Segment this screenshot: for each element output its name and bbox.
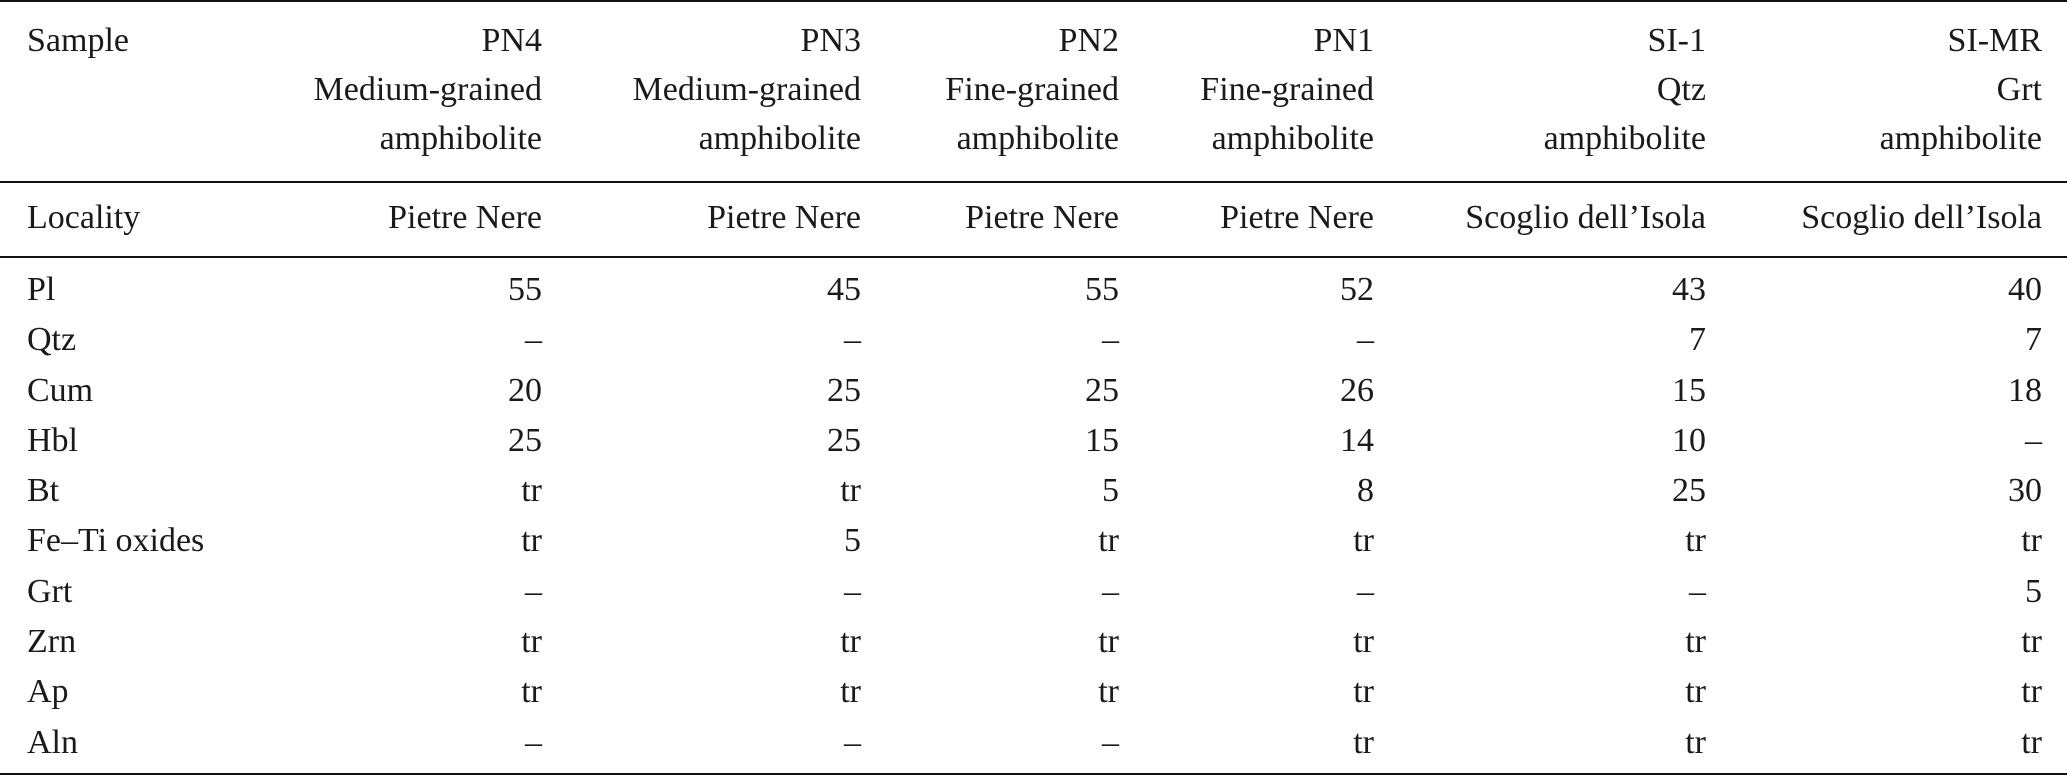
value-cell: tr [1685, 623, 1706, 661]
sample-id: SI-1 [1647, 22, 1706, 59]
value-cell: tr [1685, 522, 1706, 560]
value-cell: tr [521, 673, 542, 711]
table-row [0, 315, 2067, 365]
value-cell: – [878, 718, 1132, 774]
mineral-name: Ap [27, 673, 69, 711]
table-row [0, 257, 2067, 315]
value-cell: 14 [1340, 421, 1374, 459]
value-cell: – [560, 718, 878, 774]
mineral-name: Fe–Ti oxides [27, 522, 205, 560]
sample-id: PN3 [800, 22, 861, 59]
sample-header-pn2 [878, 1, 1132, 182]
locality-cell: Scoglio dell’Isola [1385, 182, 1723, 257]
value-cell: 5 [844, 522, 861, 560]
value-cell: 40 [2008, 271, 2042, 308]
sample-header-pn3 [560, 1, 878, 182]
value-cell: 25 [1085, 371, 1119, 409]
value-cell: 18 [2008, 371, 2042, 409]
value-cell: 10 [1672, 421, 1706, 459]
locality-cell: Scoglio dell’Isola [1723, 182, 2067, 257]
mineral-name: Zrn [27, 623, 77, 661]
value-cell: tr [1385, 718, 1723, 774]
value-cell: – [844, 321, 861, 359]
mineral-name: Hbl [27, 421, 78, 459]
value-cell: tr [1353, 522, 1374, 560]
value-cell: tr [2021, 522, 2042, 560]
sample-id: PN1 [1313, 22, 1374, 59]
sample-label [0, 1, 250, 182]
value-cell: 55 [508, 271, 542, 308]
sample-header-pn1 [1132, 1, 1385, 182]
locality-cell: Pietre Nere [1132, 182, 1385, 257]
value-cell: tr [1353, 623, 1374, 661]
value-cell: tr [840, 673, 861, 711]
value-cell: – [844, 572, 861, 610]
value-cell: 25 [508, 421, 542, 459]
value-cell: 7 [2025, 321, 2042, 359]
value-cell: 25 [827, 371, 861, 409]
sample-grain: Fine-grained [1200, 71, 1374, 108]
value-cell: tr [521, 623, 542, 661]
value-cell: tr [1723, 718, 2067, 774]
value-cell: tr [1132, 718, 1385, 774]
locality-cell: Pietre Nere [250, 182, 560, 257]
sample-rock: amphibolite [698, 120, 861, 157]
value-cell: – [1102, 572, 1119, 610]
sample-label-text: Sample [27, 22, 129, 59]
sample-id: SI-MR [1947, 22, 2042, 59]
mineral-name: Grt [27, 572, 73, 610]
value-cell: tr [1353, 673, 1374, 711]
sample-rock: amphibolite [1211, 120, 1374, 157]
sample-id: PN4 [481, 22, 542, 59]
value-cell: 15 [1672, 371, 1706, 409]
value-cell: – [1357, 572, 1374, 610]
mineral-name: Qtz [27, 321, 77, 359]
value-cell: – [2025, 421, 2042, 459]
value-cell: 45 [827, 271, 861, 308]
value-cell: 30 [2008, 472, 2042, 510]
value-cell: tr [1685, 673, 1706, 711]
value-cell: – [1357, 321, 1374, 359]
table-row [0, 466, 2067, 516]
sample-grain: Medium-grained [313, 71, 542, 108]
table-row [0, 667, 2067, 717]
table-row [0, 718, 2067, 774]
table-row [0, 617, 2067, 667]
sample-grain: Fine-grained [945, 71, 1119, 108]
mineral-name: Aln [0, 718, 250, 774]
value-cell: tr [521, 522, 542, 560]
value-cell: 8 [1357, 472, 1374, 510]
value-cell: tr [1098, 673, 1119, 711]
table-row [0, 366, 2067, 416]
value-cell: 7 [1689, 321, 1706, 359]
sample-header-si-1 [1385, 1, 1723, 182]
value-cell: tr [1098, 623, 1119, 661]
value-cell: tr [2021, 623, 2042, 661]
value-cell: 15 [1085, 421, 1119, 459]
value-cell: 5 [1102, 472, 1119, 510]
value-cell: 52 [1340, 271, 1374, 308]
value-cell: – [250, 718, 560, 774]
sample-grain: Medium-grained [632, 71, 861, 108]
locality-header-row [0, 182, 2067, 257]
mineral-name: Pl [27, 271, 56, 308]
value-cell: 26 [1340, 371, 1374, 409]
value-cell: tr [840, 472, 861, 510]
value-cell: – [1689, 572, 1706, 610]
value-cell: tr [840, 623, 861, 661]
table-row [0, 516, 2067, 566]
sample-grain: Qtz [1656, 71, 1706, 108]
sample-grain: Grt [1996, 71, 2042, 108]
value-cell: tr [1098, 522, 1119, 560]
value-cell: tr [2021, 673, 2042, 711]
table-row [0, 416, 2067, 466]
mineral-name: Bt [27, 472, 60, 510]
sample-rock: amphibolite [1879, 120, 2042, 157]
locality-cell: Pietre Nere [878, 182, 1132, 257]
value-cell: – [1102, 321, 1119, 359]
mineral-name: Cum [27, 371, 94, 409]
table-body [0, 257, 2067, 774]
value-cell: – [525, 572, 542, 610]
value-cell: 55 [1085, 271, 1119, 308]
sample-header-si-mr [1723, 1, 2067, 182]
value-cell: 43 [1672, 271, 1706, 308]
locality-label: Locality [0, 182, 250, 257]
value-cell: – [525, 321, 542, 359]
sample-rock: amphibolite [956, 120, 1119, 157]
sample-id: PN2 [1058, 22, 1119, 59]
value-cell: 25 [827, 421, 861, 459]
value-cell: 25 [1672, 472, 1706, 510]
value-cell: 20 [508, 371, 542, 409]
sample-rock: amphibolite [1543, 120, 1706, 157]
sample-header-row [0, 1, 2067, 182]
value-cell: 5 [2025, 572, 2042, 610]
sample-header-pn4 [250, 1, 560, 182]
locality-cell: Pietre Nere [560, 182, 878, 257]
table-row [0, 567, 2067, 617]
sample-rock: amphibolite [379, 120, 542, 157]
table-header [0, 1, 2067, 257]
value-cell: tr [521, 472, 542, 510]
